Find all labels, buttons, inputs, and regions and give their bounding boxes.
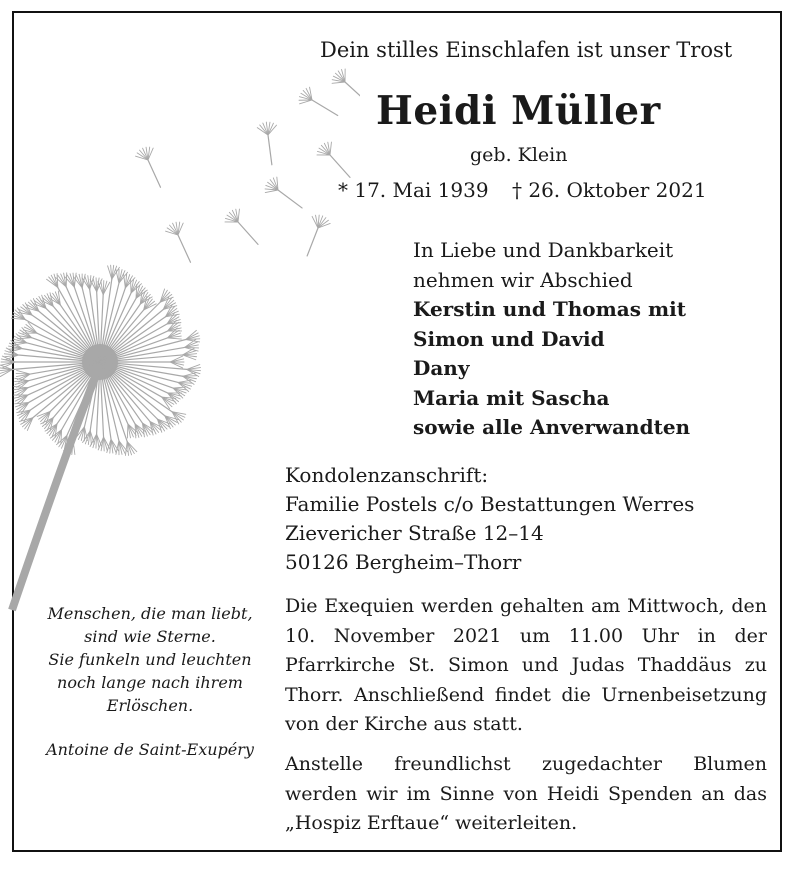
quote-line: Menschen, die man liebt, [47,604,253,623]
quote [30,602,270,717]
funeral-service-text: Die Exequien werden gehalten am Mittwoch, den 10. November 2021 um 11.00 Uhr in der Pfarrkirche St. Simon und Judas Thaddäus zu Thorr. Anschließend findet die Urnenbeisetzung von der Kirche aus statt. [285,595,767,735]
flying-seed-tuft [332,82,345,83]
seed-tuft [170,362,183,368]
flying-seed [345,82,360,102]
quote-line: Erlöschen. [106,696,194,715]
quote-line: sind wie Sterne. [84,627,216,646]
donation-text: Anstelle freundlichst zugedachter Blumen werden wir im Sinne von Heidi Spenden an das „Hospiz Erftaue“ weiterleiten. [285,753,767,834]
flying-seed [278,190,302,208]
seed-tuft [170,362,184,365]
mourners-block [413,236,690,443]
condolence-address [285,461,694,577]
address-label: Kondolenzanschrift: [285,463,489,487]
flying-seed [268,135,272,165]
mourner-name: sowie alle Anverwandten [413,415,691,439]
seed-tuft [18,338,32,339]
birth-date: * 17. Mai 1939 [338,178,489,202]
seed-tuft [183,376,197,377]
seed-tuft [67,435,68,449]
flying-seed [312,100,338,115]
seed-tuft [170,356,183,362]
death-date: † 26. Oktober 2021 [512,178,707,202]
seed-tuft [170,359,184,362]
intro-line: In Liebe und Dankbarkeit [413,238,674,262]
intro-line: nehmen wir Abschied [413,267,633,292]
flying-seed-tuft [330,142,331,155]
seed-tuft [116,270,119,284]
flying-seed-tuft [265,190,278,193]
seed-tuft [8,349,22,350]
mourner-name: Kerstin und Thomas mit [413,297,686,321]
flying-seed [307,228,318,256]
address-line: Zievericher Straße 12–14 [285,521,544,545]
seed-tuft [96,278,97,292]
address-line: 50126 Bergheim–Thorr [285,550,522,574]
seed-tuft [66,273,67,287]
mourner-name: Simon und David [413,326,605,351]
quote-author: Antoine de Saint-Exupéry [46,740,254,759]
seed-tuft [104,437,105,451]
flying-seed [178,235,190,262]
flying-seed-tuft [238,209,239,222]
mourner-name: Dany [413,356,470,380]
flying-seed [238,222,258,244]
deceased-name: Heidi Müller [376,88,661,134]
motto-line: Dein stilles Einschlafen ist unser Trost [320,38,733,62]
seed-tuft [2,362,15,368]
flying-seed [330,155,350,177]
address-line: Familie Postels c/o Bestattungen Werres [285,492,695,516]
mourner-name: Maria mit Sascha [413,385,610,410]
seed-tuft [125,442,127,456]
seed-tuft [1,359,15,362]
seed-tuft [127,424,128,438]
quote-line: noch lange nach ihrem [57,673,243,692]
seed-tuft [167,338,181,339]
maiden-name: geb. Klein [470,144,568,166]
flying-seed [148,160,160,187]
quote-line: Sie funkeln und leuchten [48,650,252,669]
seed-tuft [131,279,132,293]
seed-tuft [1,362,15,365]
